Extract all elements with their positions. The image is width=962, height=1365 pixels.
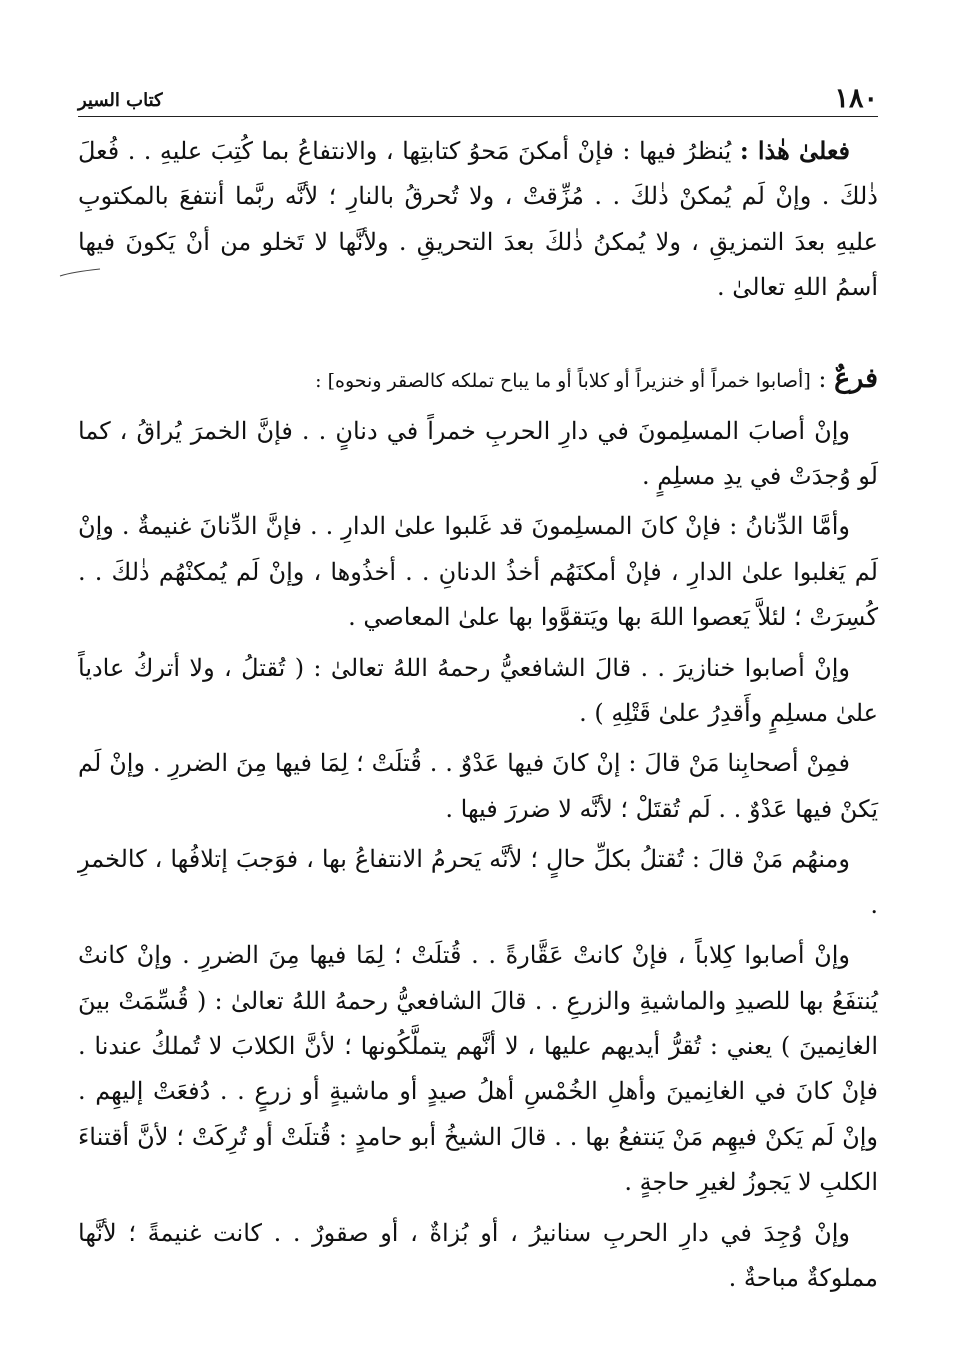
intro-text: يُنظرُ فيها : فإنْ أمكنَ مَحوُ كتابتِها ، والانتفاعُ بما كُتِبَ عليهِ . . فُعلَ ذٰلكَ . وإنْ لَم يُمكنْ ذٰلكَ . . مُزِّقتْ ، ولا تُحرقُ بالنارِ ؛ لأنَّه ربَّما أنتفعَ بالمكتوبِ عليهِ بعدَ التمزيقِ ، ولا يُمكنُ ذٰلكَ بعدَ التحريقِ . ولأنَّها لا تَخلو من أنْ يَكونَ فيها أسمُ اللهِ تعالىٰ . [78, 137, 878, 302]
section-gap [78, 311, 878, 356]
book-page [78, 0, 878, 1365]
section-paragraph: ومنهُم مَنْ قالَ : تُقتلُ بكلِّ حالٍ ؛ لأنَّه يَحرمُ الانتفاعُ بها ، فوَجبَ إتلافُها ، كالخمرِ . [78, 845, 878, 919]
margin-pencil-mark [58, 268, 102, 278]
intro-paragraph [78, 128, 878, 311]
page-number: ١٨٠ [834, 83, 878, 114]
running-title: كتاب السير [78, 90, 163, 111]
section-paragraph: وأمَّا الدِّنانُ : فإنْ كانَ المسلِمونَ قد غَلبوا علىٰ الدارِ . . فإنَّ الدِّنانَ غنيمةٌ . وإنْ لَم يَغلبوا علىٰ الدارِ ، فإنْ أمكنَهُم أخذُ الدنانِ . . أخذُوها ، وإنْ لَم يُمكنْهُم ذٰلكَ . . كُسِرَتْ ؛ لئلاَّ يَعصوا اللهَ بها ويَتقوَّوا بها علىٰ المعاصي . [78, 512, 878, 632]
section-heading-word: فرعٌ [834, 362, 878, 394]
intro-lead: فعلىٰ هٰذا : [739, 136, 850, 165]
section-paragraph: وإنْ وُجِدَ في دارِ الحربِ سنانيرُ ، أو بُزاةٌ ، أو صقورٌ . . كانت غنيمةً ؛ لأنَّها مملوكةٌ مباحةٌ . [78, 1218, 878, 1292]
section-heading-colon: : [810, 364, 835, 393]
page-header [78, 82, 878, 117]
section-paragraph: وإنْ أصابوا كِلاباً ، فإنْ كانتْ عَقَّارةً . . قُتلَتْ ؛ لِمَا فيها مِنَ الضررِ . وإنْ كانتْ يُنتفَعُ بها للصيدِ والماشيةِ والزرعِ . . قالَ الشافعيُّ رحمهُ اللهُ تعالىٰ : ( قُسِّمَتْ بينَ الغانِمينَ ) يعني : تُقرُّ أيديهم عليها ، لا أنَّهم يتملَّكُونها ؛ لأنَّ الكلابَ لا تُملكُ عندنا . فإنْ كانَ في الغانِمينَ وأهلِ الخُمْسِ أهلُ صيدٍ أو ماشيةٍ أو زرعٍ . . دُفعَتْ إليهِم . وإنْ لَم يَكنْ فيهِم مَنْ يَنتفعُ بها . . قالَ الشيخُ أبو حامدٍ : قُتلَتْ أو تُرِكَتْ ؛ لأنَّ أقتناءَ الكلبِ لا يَجوزُ لغيرِ حاجةٍ . [78, 941, 878, 1197]
section-heading-bracket: [أصابوا خمراً أو خنزيراً أو كلاباً أو ما يباح تملكه كالصقر ونحوه] : [315, 369, 811, 392]
section-paragraph: فمِنْ أصحابِنا مَنْ قالَ : إنْ كانَ فيها عَدْوٌ . . قُتلَتْ ؛ لِمَا فيها مِنَ الضررِ . وإنْ لَم يَكنْ فيها عَدْوٌ . . لَم تُقتَلْ ؛ لأنَّه لا ضررَ فيها . [78, 749, 878, 823]
page-body [78, 128, 878, 1301]
section-paragraph: وإنْ أصابوا خنازيرَ . . قالَ الشافعيُّ رحمهُ اللهُ تعالىٰ : ( تُقتلُ ، ولا أتركُ عادياً علىٰ مسلِمٍ وأَقدِرُ علىٰ قَتْلِهِ ) . [78, 653, 878, 728]
section-paragraph: وإنْ أصابَ المسلِمونَ في دارِ الحربِ خمراً في دنانٍ . . فإنَّ الخمرَ يُراقُ ، كما لَو وُجدَتْ في يدِ مسلِمٍ . [78, 416, 878, 491]
section-heading [78, 356, 878, 404]
